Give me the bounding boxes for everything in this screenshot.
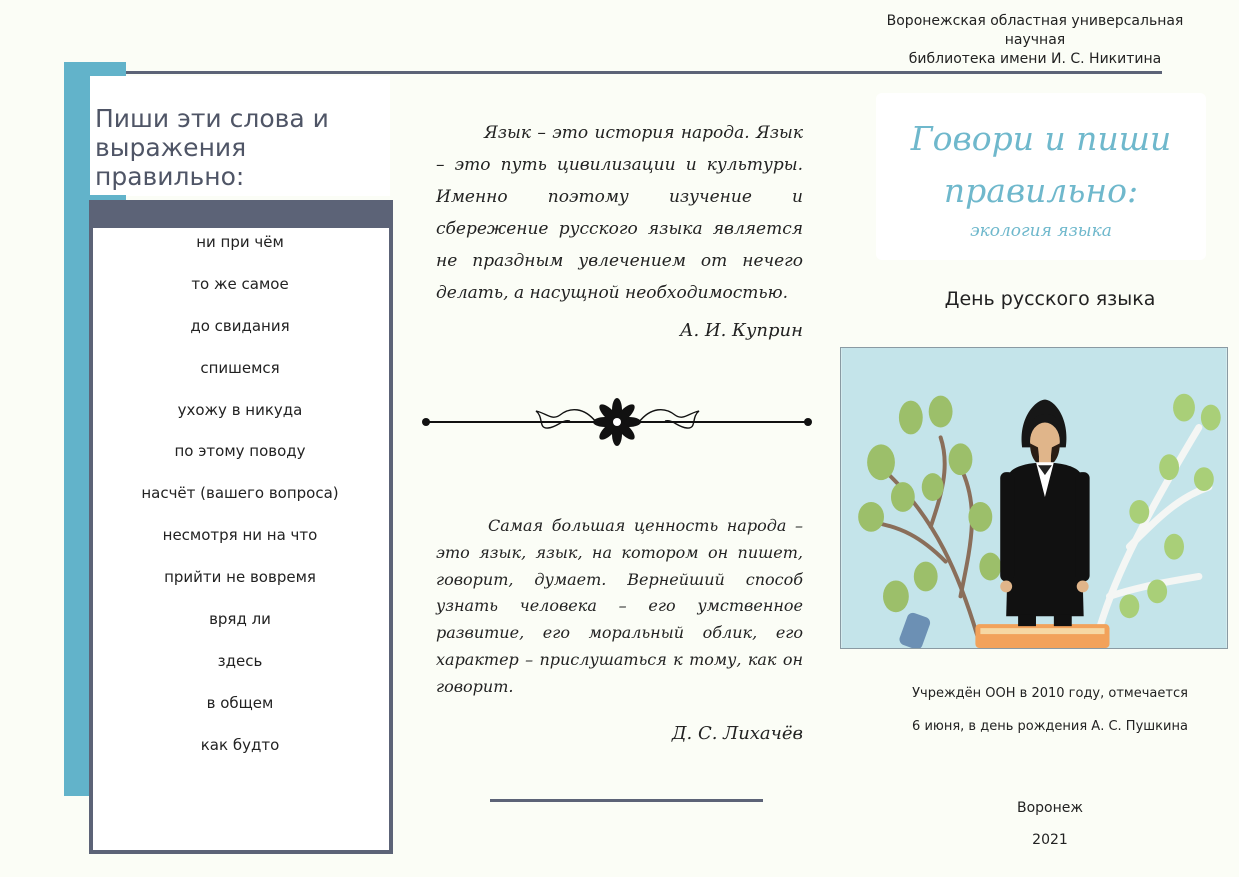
left-accent-bar [64, 62, 90, 796]
word-item: спишемся [200, 358, 280, 377]
city-name: Воронеж [1016, 800, 1083, 816]
left-accent-top [64, 62, 126, 76]
kuprin-author: А. И. Куприн [679, 320, 803, 341]
word-item: вряд ли [209, 610, 271, 629]
bottom-divider-line [490, 799, 763, 802]
day-name: День русского языка [944, 288, 1156, 310]
word-item: насчёт (вашего вопроса) [141, 484, 339, 503]
pushkin-illustration [840, 347, 1228, 649]
likhachev-quote: Самая большая ценность народа – это язык, язык, на котором он пишет, говорит, думает. Вернейший способ узнать человека – его умственное развитие, его моральный облик, его характер – прислушаться к тому, как он говорит. [436, 516, 803, 696]
top-divider-line [104, 71, 1162, 74]
hero-title [876, 113, 1206, 217]
word-item: ухожу в никуда [177, 400, 303, 419]
word-item: прийти не вовремя [164, 568, 316, 587]
word-item: в общем [206, 693, 274, 712]
kuprin-quote: Язык – это история народа. Язык – это путь цивилизации и культуры. Именно поэтому изучение и сбережение русского языка является не праздным увлечением от нечего делать, а насущной необходимостью. [436, 123, 803, 303]
left-title-line-1: Пиши эти слова и [95, 104, 329, 133]
hero-title-line-1: Говори и пиши [910, 119, 1172, 158]
ornament-divider [420, 395, 815, 450]
word-item: здесь [217, 651, 263, 670]
word-item: то же самое [191, 274, 289, 293]
word-item: как будто [200, 735, 280, 754]
hero-title-line-2: правильно: [943, 171, 1139, 210]
organization-name [860, 12, 1210, 69]
info-line-1: Учреждён ООН в 2010 году, отмечается [912, 686, 1188, 701]
year: 2021 [1032, 832, 1068, 848]
likhachev-author: Д. С. Лихачёв [671, 723, 803, 744]
info-line-2: 6 июня, в день рождения А. С. Пушкина [912, 719, 1188, 734]
word-item: несмотря ни на что [162, 526, 318, 545]
word-item: до свидания [190, 316, 290, 335]
organization-line-1: Воронежская областная универсальная научная [886, 13, 1184, 48]
hero-subtitle: экология языка [970, 221, 1112, 241]
left-title-line-2: выражения правильно: [95, 133, 247, 191]
left-panel-title [95, 104, 395, 191]
word-item: ни при чём [196, 233, 284, 251]
word-item: по этому поводу [174, 442, 306, 461]
organization-line-2: библиотека имени И. С. Никитина [908, 51, 1162, 67]
word-list [93, 232, 387, 777]
